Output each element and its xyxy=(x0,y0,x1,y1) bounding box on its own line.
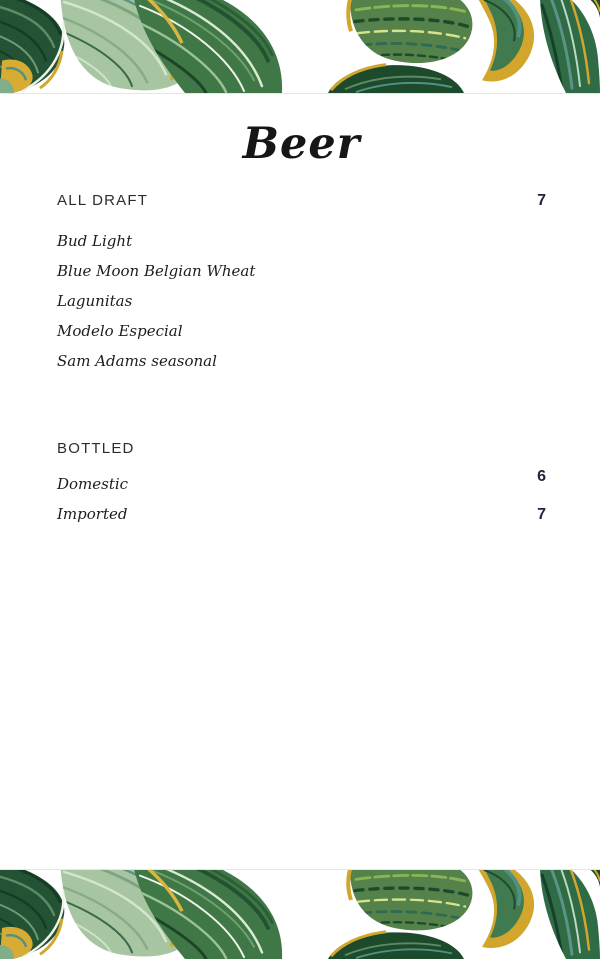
bottled-item-list xyxy=(57,469,546,529)
menu-item-row xyxy=(57,499,546,529)
price: 6 xyxy=(537,468,546,485)
menu-item: Domestic xyxy=(57,475,129,493)
banana-leaves-illustration xyxy=(0,870,600,959)
menu-item: Imported xyxy=(57,505,128,523)
draft-item-list xyxy=(57,226,546,376)
tropical-leaves-top-banner xyxy=(0,0,600,94)
menu-item: Sam Adams seasonal xyxy=(57,352,217,370)
menu-item: Blue Moon Belgian Wheat xyxy=(57,262,256,280)
menu-item: Modelo Especial xyxy=(57,322,183,340)
section-heading: ALL DRAFT xyxy=(57,192,149,209)
section-header-all-draft xyxy=(57,192,546,210)
menu-item: Lagunitas xyxy=(57,292,133,310)
tropical-leaves-bottom-banner xyxy=(0,869,600,959)
page-title: Beer xyxy=(242,119,361,169)
section-heading: BOTTLED xyxy=(57,440,135,457)
price: 7 xyxy=(537,506,546,523)
menu-item: Bud Light xyxy=(57,232,133,250)
menu-content xyxy=(0,116,600,529)
menu-item-row xyxy=(57,469,546,499)
price: 7 xyxy=(537,192,546,209)
banana-leaves-illustration xyxy=(0,0,600,93)
section-header-bottled xyxy=(57,440,546,457)
